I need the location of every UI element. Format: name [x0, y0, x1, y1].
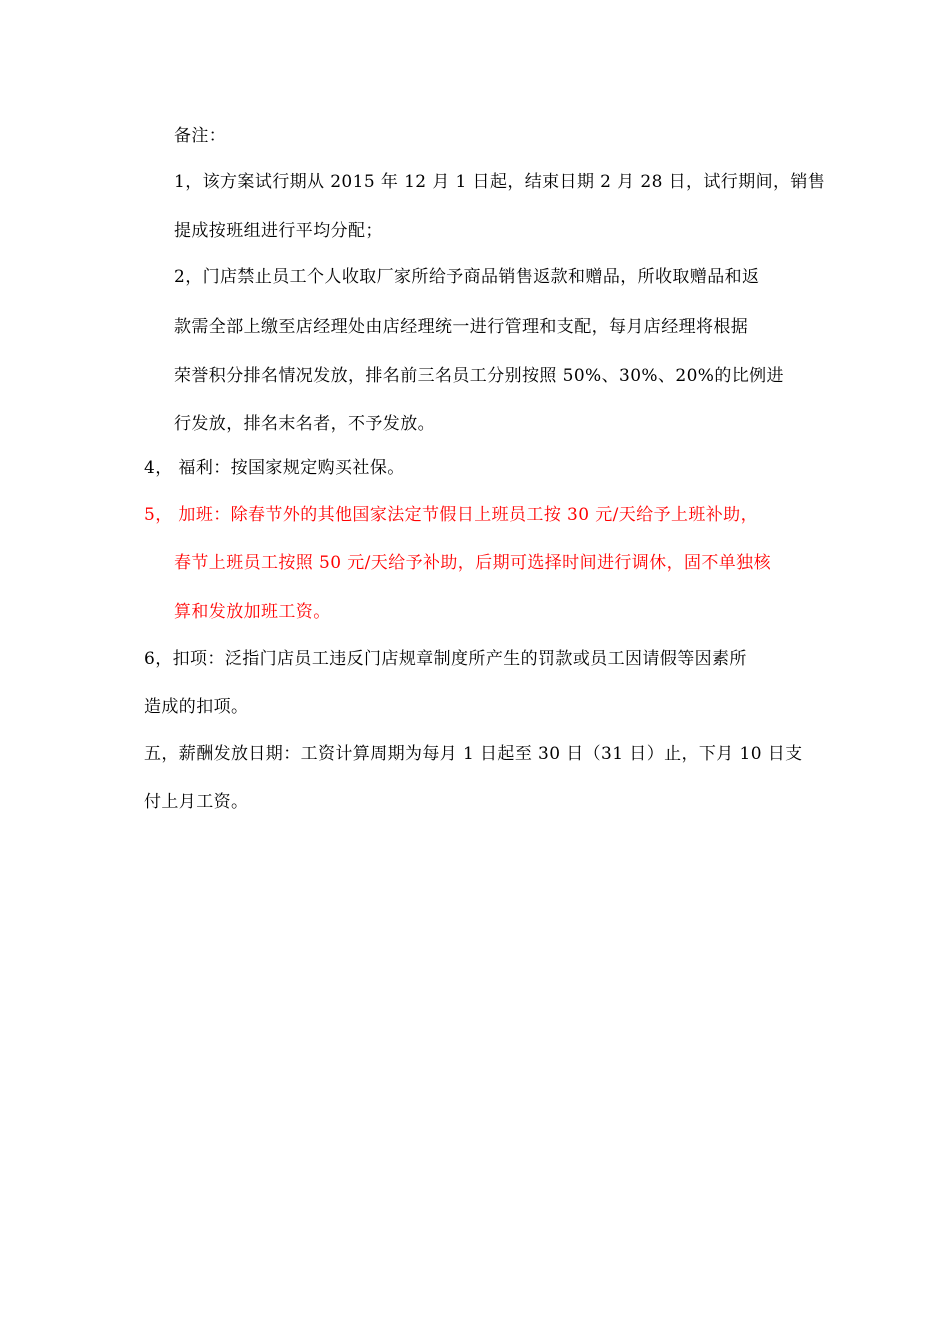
- remark-1-line-2: 提成按班组进行平均分配；: [174, 221, 383, 241]
- item-5-overtime-line-2: 春节上班员工按照 50 元/天给予补助，后期可选择时间进行调休，固不单独核: [174, 553, 771, 573]
- item-5-overtime-line-3: 算和发放加班工资。: [174, 602, 331, 622]
- remark-2-line-3: 荣誉积分排名情况发放，排名前三名员工分别按照 50%、30%、20%的比例进: [174, 366, 784, 386]
- item-6-deduction-line-1: 6，扣项：泛指门店员工违反门店规章制度所产生的罚款或员工因请假等因素所: [144, 649, 747, 669]
- section-5-pay-date-line-2: 付上月工资。: [144, 792, 249, 812]
- item-6-deduction-line-2: 造成的扣项。: [144, 697, 249, 717]
- section-5-pay-date-line-1: 五，薪酬发放日期：工资计算周期为每月 1 日起至 30 日（31 日）止，下月 10 日支: [144, 744, 803, 764]
- remark-2-line-2: 款需全部上缴至店经理处由店经理统一进行管理和支配，每月店经理将根据: [174, 317, 749, 337]
- item-4-welfare: 4， 福利：按国家规定购买社保。: [144, 458, 405, 478]
- remark-1-line-1: 1，该方案试行期从 2015 年 12 月 1 日起，结束日期 2 月 28 日，试行期间，销售: [174, 172, 826, 192]
- remark-2-line-1: 2，门店禁止员工个人收取厂家所给予商品销售返款和赠品，所收取赠品和返: [174, 267, 760, 287]
- remark-heading: 备注：: [174, 126, 227, 146]
- remark-2-line-4: 行发放，排名末名者，不予发放。: [174, 414, 435, 434]
- item-5-overtime-line-1: 5， 加班：除春节外的其他国家法定节假日上班员工按 30 元/天给予上班补助，: [144, 505, 758, 525]
